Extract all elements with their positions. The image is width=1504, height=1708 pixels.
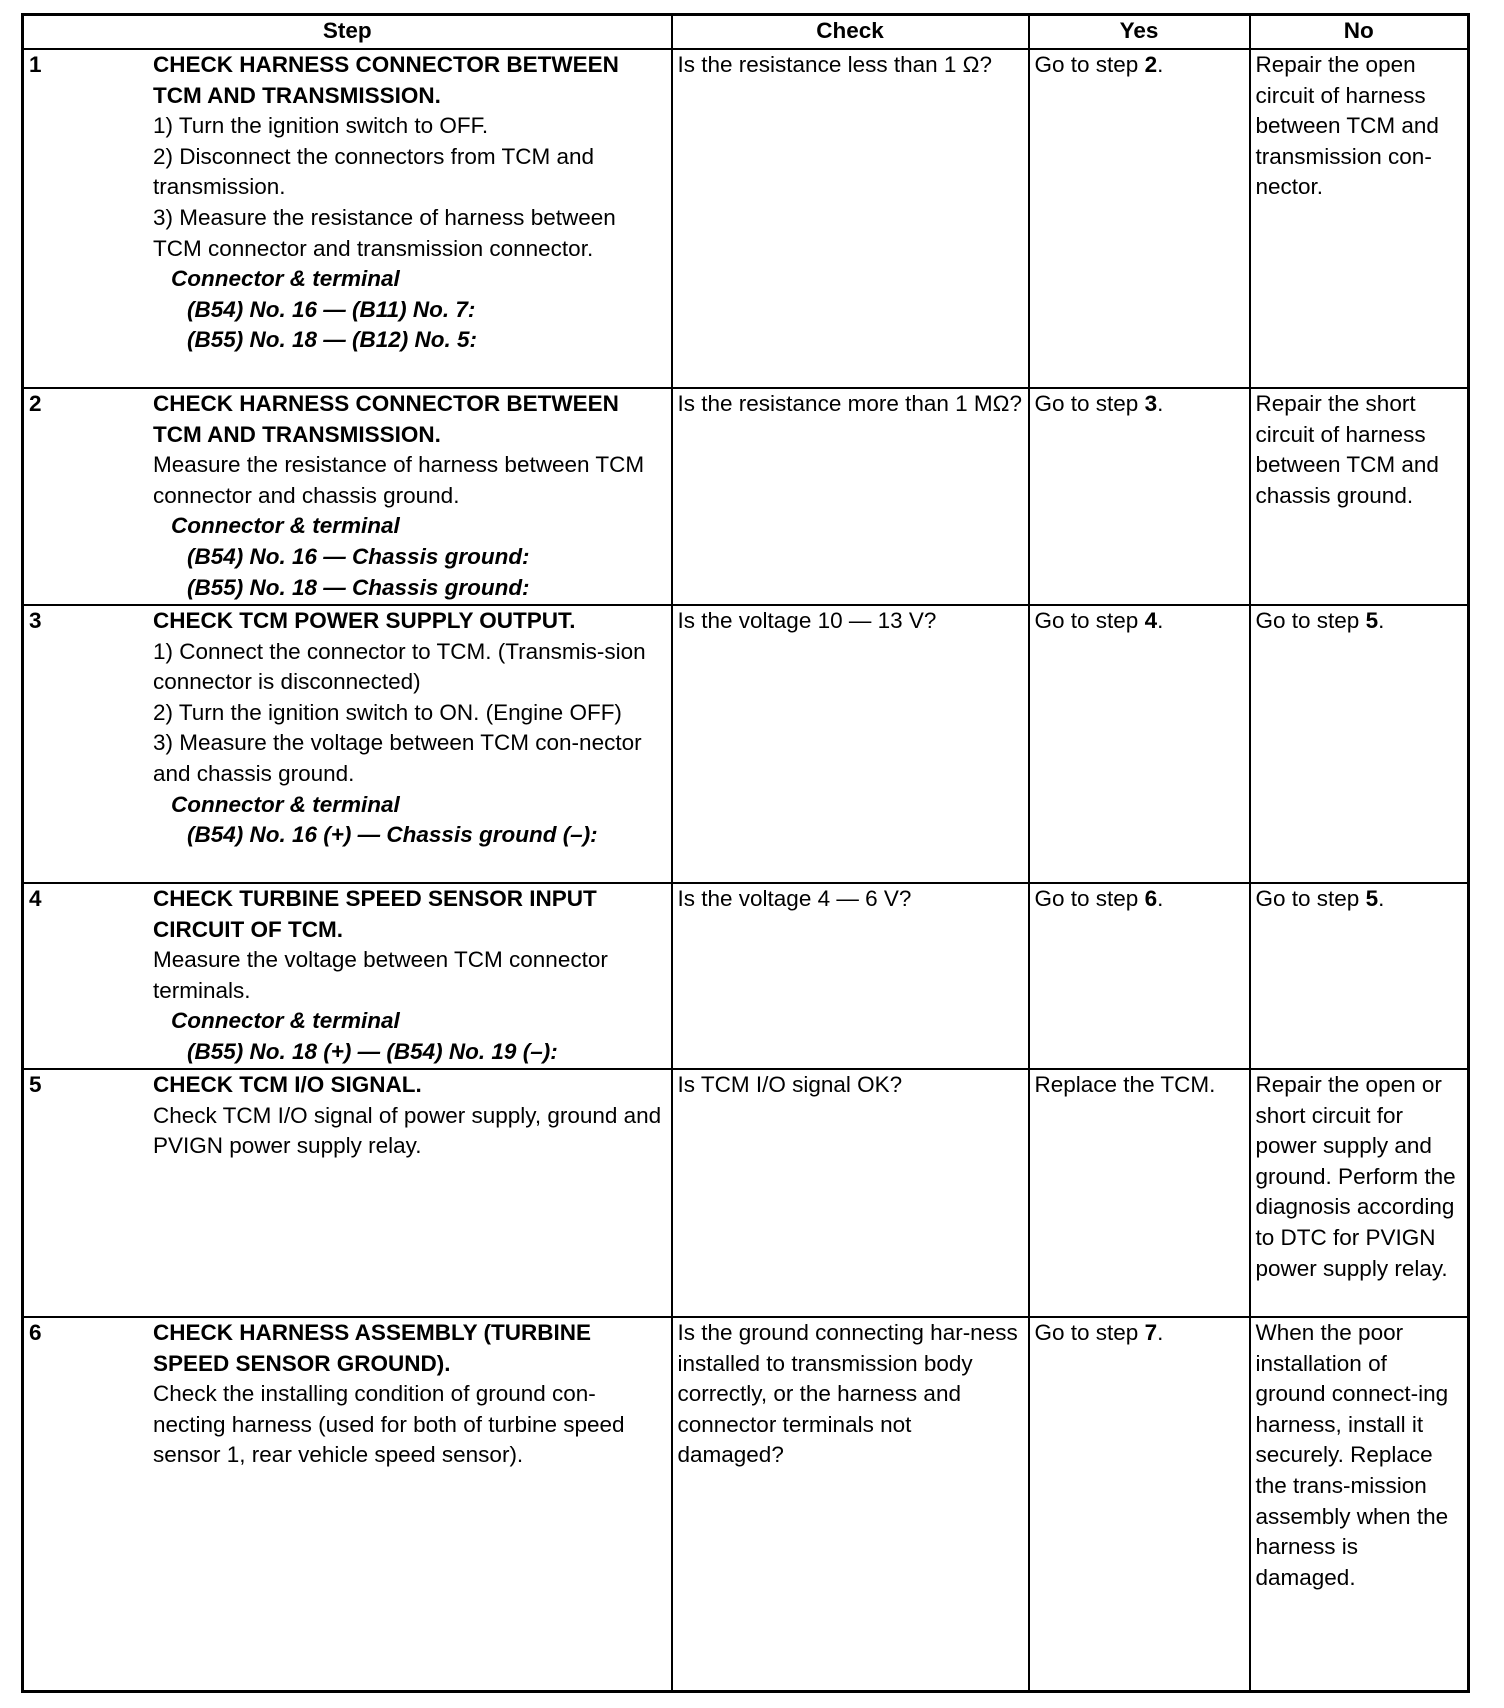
step-instruction: 1) Turn the ignition switch to OFF. xyxy=(153,113,489,139)
yes-cell xyxy=(1029,605,1250,883)
connector-terminal-label: Connector & terminal xyxy=(171,513,400,539)
step-title: CHECK TURBINE SPEED SENSOR INPUT CIRCUIT OF TCM. xyxy=(153,886,597,942)
yes-suffix: . xyxy=(1157,608,1164,633)
yes-text: Go to step xyxy=(1034,886,1145,911)
yes-step-ref: 4 xyxy=(1144,608,1158,633)
header-check: Check xyxy=(672,15,1029,50)
step-cell xyxy=(23,388,672,605)
header-yes: Yes xyxy=(1029,15,1250,50)
no-text: Go to step xyxy=(1255,608,1366,633)
step-number: 4 xyxy=(29,886,42,911)
no-suffix: . xyxy=(1378,886,1385,911)
yes-step-ref: 2 xyxy=(1144,52,1158,77)
no-step-ref: 5 xyxy=(1365,886,1379,911)
yes-suffix: . xyxy=(1157,1320,1164,1345)
step-number: 3 xyxy=(29,608,42,633)
yes-cell xyxy=(1029,49,1250,388)
no-text: Repair the open circuit of harness between TCM and transmission con-nector. xyxy=(1255,52,1439,200)
no-cell xyxy=(1250,1069,1469,1317)
no-step-ref: 5 xyxy=(1365,608,1379,633)
step-title: CHECK TCM I/O SIGNAL. xyxy=(153,1072,422,1097)
step-cell xyxy=(23,49,672,388)
yes-step-ref: 7 xyxy=(1144,1320,1158,1345)
step-instruction: 1) Connect the connector to TCM. (Transmis-sion connector is disconnected) xyxy=(153,638,646,695)
connector-terminal-label: Connector & terminal xyxy=(171,1008,400,1034)
no-cell xyxy=(1250,1317,1469,1691)
header-no: No xyxy=(1250,15,1469,50)
no-cell xyxy=(1250,388,1469,605)
terminal-spec: (B55) No. 18 (+) — (B54) No. 19 (–): xyxy=(187,1038,558,1064)
step-instruction: Measure the voltage between TCM connector terminals. xyxy=(153,947,608,1003)
step-instruction: Measure the resistance of harness between TCM connector and chassis ground. xyxy=(153,452,645,508)
no-text: Go to step xyxy=(1255,886,1366,911)
check-cell: Is the ground connecting har-ness installed to transmission body correctly, or the harness and connector terminals not damaged? xyxy=(672,1317,1029,1691)
header-row xyxy=(23,15,1469,50)
yes-cell xyxy=(1029,883,1250,1069)
no-suffix: . xyxy=(1378,608,1385,633)
step-cell xyxy=(23,605,672,883)
step-title: CHECK HARNESS CONNECTOR BETWEEN TCM AND TRANSMISSION. xyxy=(153,52,619,108)
terminal-spec: (B54) No. 16 — (B11) No. 7: xyxy=(187,296,476,322)
yes-suffix: . xyxy=(1157,52,1164,77)
step-number: 5 xyxy=(29,1072,42,1097)
table-row xyxy=(23,1069,1469,1317)
step-title: CHECK HARNESS ASSEMBLY (TURBINE SPEED SENSOR GROUND). xyxy=(153,1320,591,1376)
table-row xyxy=(23,1317,1469,1691)
yes-text: Replace the TCM. xyxy=(1034,1072,1216,1097)
step-number: 1 xyxy=(29,52,42,77)
yes-text: Go to step xyxy=(1034,608,1145,633)
check-cell: Is the resistance less than 1 Ω? xyxy=(672,49,1029,388)
step-instruction: 2) Turn the ignition switch to ON. (Engine OFF) xyxy=(153,699,622,725)
check-cell: Is TCM I/O signal OK? xyxy=(672,1069,1029,1317)
terminal-spec: (B54) No. 16 (+) — Chassis ground (–): xyxy=(187,822,598,848)
yes-text: Go to step xyxy=(1034,391,1145,416)
yes-suffix: . xyxy=(1157,391,1164,416)
connector-terminal-label: Connector & terminal xyxy=(171,791,400,817)
step-instruction: Check TCM I/O signal of power supply, ground and PVIGN power supply relay. xyxy=(153,1102,662,1159)
no-text: Repair the open or short circuit for power supply and ground. Perform the diagnosis according to DTC for PVIGN power supply relay. xyxy=(1255,1072,1456,1281)
no-text: When the poor installation of ground connect-ing harness, install it securely. Replace the trans-mission assembly when the harness is damaged. xyxy=(1255,1320,1449,1590)
step-title: CHECK HARNESS CONNECTOR BETWEEN TCM AND TRANSMISSION. xyxy=(153,391,619,447)
terminal-spec: (B55) No. 18 — (B12) No. 5: xyxy=(187,327,478,353)
no-cell xyxy=(1250,49,1469,388)
no-cell xyxy=(1250,605,1469,883)
step-instruction: 3) Measure the resistance of harness between TCM connector and transmission connector. xyxy=(153,204,616,261)
step-cell xyxy=(23,1069,672,1317)
yes-cell xyxy=(1029,1069,1250,1317)
yes-step-ref: 3 xyxy=(1144,391,1158,416)
step-instruction: 3) Measure the voltage between TCM con-nector and chassis ground. xyxy=(153,730,642,786)
step-cell xyxy=(23,883,672,1069)
no-cell xyxy=(1250,883,1469,1069)
connector-terminal-label: Connector & terminal xyxy=(171,266,400,292)
step-instruction: Check the installing condition of ground con-necting harness (used for both of turbine speed sensor 1, rear vehicle speed sensor). xyxy=(153,1381,625,1468)
yes-cell xyxy=(1029,1317,1250,1691)
table-row xyxy=(23,49,1469,388)
step-title: CHECK TCM POWER SUPPLY OUTPUT. xyxy=(153,608,576,633)
no-text: Repair the short circuit of harness between TCM and chassis ground. xyxy=(1255,391,1439,508)
yes-suffix: . xyxy=(1157,886,1164,911)
table-row xyxy=(23,883,1469,1069)
check-cell: Is the voltage 4 — 6 V? xyxy=(672,883,1029,1069)
check-cell: Is the voltage 10 — 13 V? xyxy=(672,605,1029,883)
step-number: 6 xyxy=(29,1320,42,1345)
yes-step-ref: 6 xyxy=(1144,886,1158,911)
step-instruction: 2) Disconnect the connectors from TCM and transmission. xyxy=(153,143,595,200)
terminal-spec: (B54) No. 16 — Chassis ground: xyxy=(187,543,530,569)
step-cell xyxy=(23,1317,672,1691)
table-row xyxy=(23,605,1469,883)
check-cell: Is the resistance more than 1 MΩ? xyxy=(672,388,1029,605)
diagnostic-table xyxy=(21,13,1470,1693)
yes-text: Go to step xyxy=(1034,52,1145,77)
step-number: 2 xyxy=(29,391,42,416)
yes-text: Go to step xyxy=(1034,1320,1145,1345)
yes-cell xyxy=(1029,388,1250,605)
table-row xyxy=(23,388,1469,605)
header-step: Step xyxy=(23,15,672,50)
terminal-spec: (B55) No. 18 — Chassis ground: xyxy=(187,574,530,600)
